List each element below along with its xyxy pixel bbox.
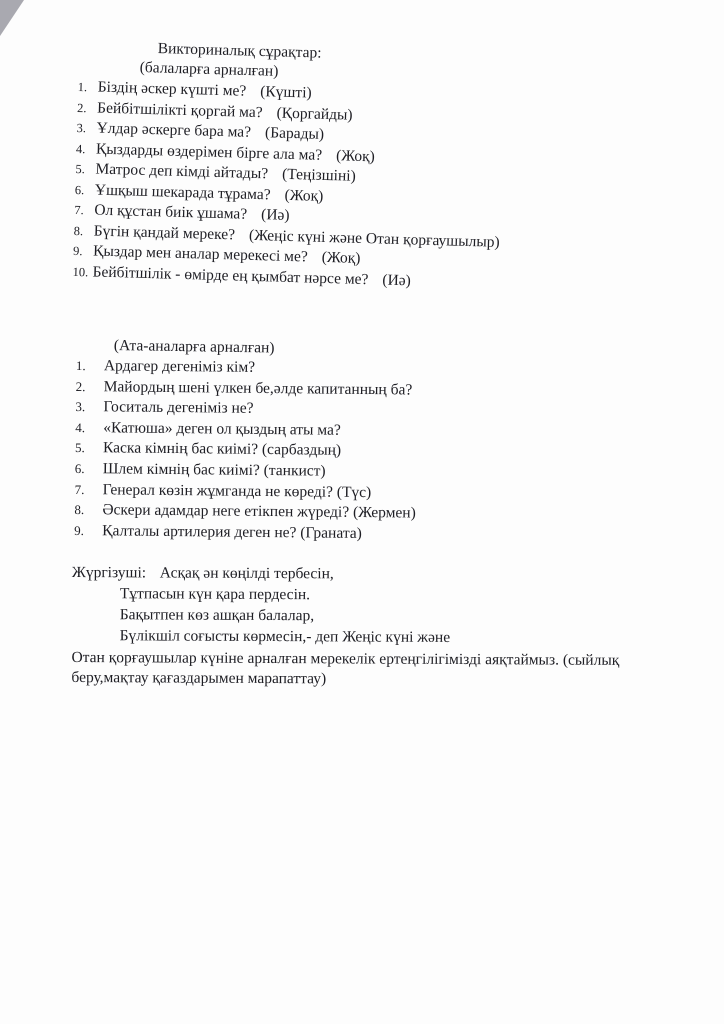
- item-number: 8.: [74, 502, 85, 518]
- question-text: Бейбітшілікті қоргай ма?: [96, 99, 263, 121]
- closing-paragraph: Отан қорғаушылар күніне арналған мерекелік ертеңгілігімізді аяқтаймыз. (сыйлық беру,мақтау қағаздарымен марапаттау): [71, 648, 620, 688]
- item-number: 5.: [74, 440, 85, 456]
- poem-line: Асқақ ән көңілді тербесін,: [159, 564, 334, 583]
- answer-text: (Иә): [260, 206, 290, 224]
- parents-section-subtitle: (Ата-аналарға арналған): [113, 337, 275, 357]
- answer-text: (Барады): [264, 124, 325, 143]
- question-text: Майордың шені үлкен бе,әлде капитанның ба?: [103, 377, 413, 399]
- question-text: Қыздарды өздерімен бірге ала ма?: [95, 140, 323, 164]
- question-text: Бейбітшілік - өмірде ең қымбат нәрсе ме?: [92, 262, 369, 288]
- question-text: Әскери адамдар неге етікпен жүреді? (Жермен): [102, 501, 416, 522]
- answer-text: (Жоқ): [284, 186, 324, 205]
- question-text: Госиталь дегеніміз не?: [103, 398, 254, 418]
- question-text: Каска кімнің бас киімі? (сарбаздың): [102, 439, 342, 460]
- answer-text: (Жеңіс күні және Отан қорғаушылыр): [248, 226, 500, 251]
- question-text: Ұлдар әскерге бара ма?: [96, 119, 252, 141]
- question-text: Қыздар мен аналар мерекесі ме?: [92, 242, 308, 266]
- item-number: 4.: [75, 419, 86, 435]
- speaker-label: Жүргізуші:: [71, 564, 147, 582]
- answer-text: (Иә): [382, 271, 412, 289]
- item-number: 9.: [72, 243, 83, 259]
- item-number: 4.: [75, 141, 86, 156]
- answer-text: (Жоқ): [335, 146, 376, 165]
- item-number: 2.: [76, 100, 87, 115]
- answer-text: (Қоргайды): [276, 104, 353, 124]
- question-text: Ол құстан биік ұшама?: [94, 201, 248, 223]
- question-text: Ардагер дегеніміз кім?: [103, 357, 256, 376]
- item-number: 8.: [73, 223, 84, 238]
- parents-questions-list: [74, 357, 696, 549]
- item-number: 7.: [74, 202, 84, 218]
- closing-section: [71, 564, 712, 691]
- question-text: Шлем кімнің бас киімі? (танкист): [102, 460, 326, 480]
- item-number: 1.: [77, 79, 88, 95]
- children-section-subtitle: (балаларға арналған): [139, 59, 279, 80]
- item-number: 9.: [74, 522, 85, 538]
- question-text: Ұшқыш шекарада тұрама?: [94, 181, 271, 203]
- item-number: 3.: [75, 399, 86, 415]
- question-text: «Катюша» деген ол қыздың аты ма?: [103, 419, 341, 439]
- question-text: Генерал көзін жұмганда не көреді? (Түс): [102, 480, 372, 501]
- answer-text: (Жоқ): [321, 248, 361, 267]
- item-number: 7.: [74, 481, 85, 497]
- item-number: 2.: [75, 378, 86, 394]
- poem-line: Бақытпен көз ашқан балалар,: [119, 606, 315, 625]
- item-number: 6.: [74, 182, 85, 197]
- question-text: Қалталы артилерия деген не? (Граната): [102, 522, 362, 542]
- document-title: Викториналық сұрақтар:: [157, 40, 322, 62]
- item-number: 10.: [72, 264, 89, 279]
- question-text: Матрос деп кімді айтады?: [95, 160, 269, 183]
- item-number: 6.: [74, 460, 85, 477]
- poem-line: Тұтпасын күн қара пердесін.: [119, 585, 311, 604]
- question-text: Біздің әскер күшті ме?: [97, 78, 247, 100]
- answer-text: (Күшті): [260, 83, 312, 102]
- children-questions-list: [72, 78, 697, 300]
- question-text: Бүгін қандай мереке?: [93, 222, 236, 243]
- item-number: 3.: [76, 120, 87, 136]
- poem-line: Бүлікшіл соғысты көрмесін,- деп Жеңіс күні және: [119, 627, 451, 646]
- item-number: 5.: [75, 161, 86, 177]
- answer-text: (Теңізшіні): [281, 165, 356, 185]
- item-number: 1.: [75, 357, 86, 374]
